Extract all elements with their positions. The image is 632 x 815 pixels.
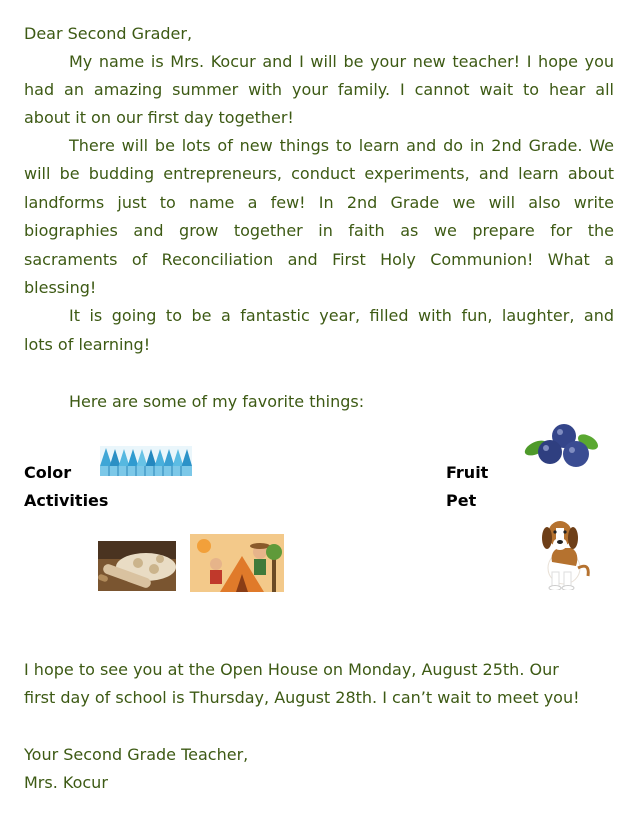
- closing-line-1: I hope to see you at the Open House on Monday, August 25th. Our: [24, 660, 559, 679]
- camping-image: [190, 534, 284, 592]
- blue-pencils-image: [100, 446, 192, 476]
- paragraph-2-line-3: landforms just to name a few! In 2nd Grade we will also write: [24, 193, 614, 212]
- paragraph-1-line-3: about it on our first day together!: [24, 108, 294, 127]
- blueberries-image: [524, 422, 600, 476]
- paragraph-1-line-2: had an amazing summer with your family. I cannot wait to hear all: [24, 80, 614, 99]
- paragraph-2-line-6: blessing!: [24, 278, 97, 297]
- beagle-dog-image: [538, 514, 594, 590]
- paragraph-2-line-4: biographies and grow together in faith as we prepare for the: [24, 221, 614, 240]
- paragraph-2-line-1: There will be lots of new things to learn and do in 2nd Grade. We: [69, 136, 614, 155]
- favorite-fruit-label: Fruit: [446, 463, 489, 482]
- paragraph-2-line-5: sacraments of Reconciliation and First Holy Communion! What a: [24, 250, 614, 269]
- signature: Mrs. Kocur: [24, 773, 108, 792]
- favorites-intro: Here are some of my favorite things:: [69, 392, 365, 411]
- closing-line-2: first day of school is Thursday, August 28th. I can’t wait to meet you!: [24, 688, 580, 707]
- paragraph-2-line-2: will be budding entrepreneurs, conduct experiments, and learn about: [24, 164, 614, 183]
- greeting: Dear Second Grader,: [24, 24, 193, 43]
- paragraph-3-line-1: It is going to be a fantastic year, filled with fun, laughter, and: [69, 306, 614, 325]
- signoff: Your Second Grade Teacher,: [24, 745, 249, 764]
- favorite-activities-label: Activities: [24, 491, 109, 510]
- paragraph-3-line-2: lots of learning!: [24, 335, 151, 354]
- paragraph-1-line-1: My name is Mrs. Kocur and I will be your new teacher! I hope you: [69, 52, 614, 71]
- favorite-pet-label: Pet: [446, 491, 477, 510]
- favorite-color-label: Color: [24, 463, 72, 482]
- baking-cookies-image: [98, 541, 176, 591]
